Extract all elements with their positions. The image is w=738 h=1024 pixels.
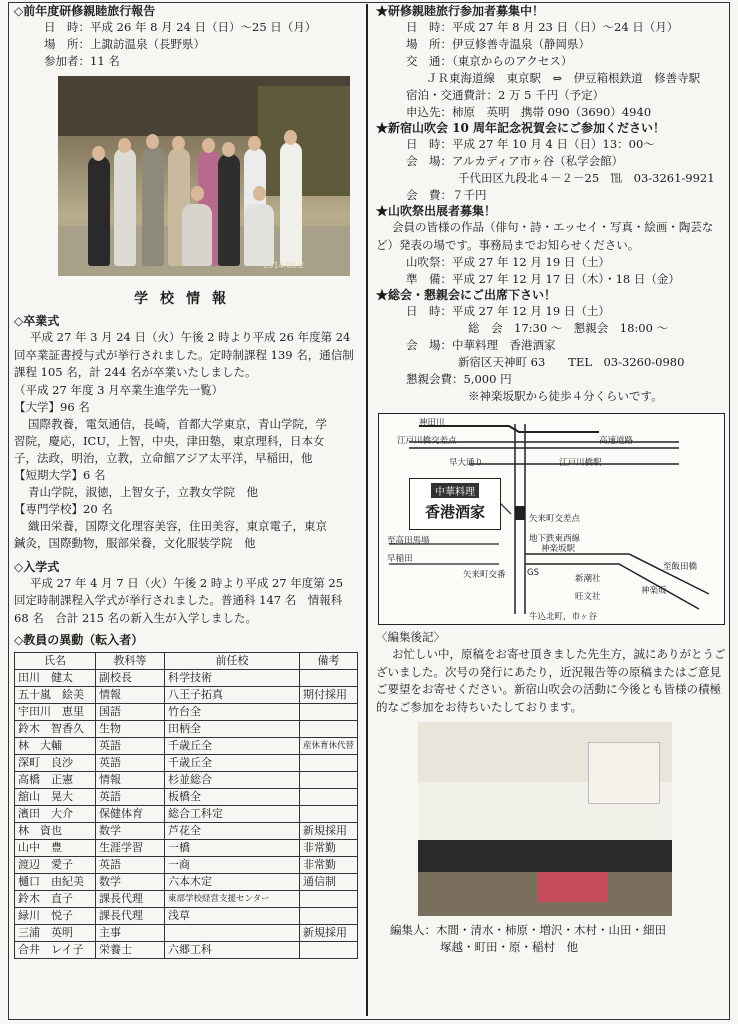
trip-recruit-heading: ★研修親睦旅行参加者募集中！ xyxy=(376,4,545,18)
previous-school-cell: 芦花全 xyxy=(164,823,299,840)
map-label: 旺文社 xyxy=(575,592,601,602)
festival-text: 会員の皆様の作品（俳句・詩・エッセイ・写真・絵画・陶芸など）発表の場です。事務局までお知らせください。 xyxy=(376,220,714,252)
staff-name-cell: 山中 豊 xyxy=(15,840,96,857)
editors-line: 塚越・町田・原・稲村 他 xyxy=(440,940,578,954)
staff-name-cell: 合井 レイ子 xyxy=(15,942,96,959)
map-label: 神楽坂 xyxy=(641,586,667,596)
staff-name-cell: 林 大輔 xyxy=(15,738,96,755)
subject-cell: 副校長 xyxy=(95,670,164,687)
anniversary-venue: 会 場：アルカディア市ヶ谷（私学会館） xyxy=(406,154,624,168)
previous-school-cell: 科学技術 xyxy=(164,670,299,687)
staff-name-cell: 三浦 英明 xyxy=(15,925,96,942)
staff-name-cell: 樋口 由紀美 xyxy=(15,874,96,891)
staff-heading: ◇教員の異動（転入者） xyxy=(14,633,144,647)
previous-school-cell: 田柄全 xyxy=(164,721,299,738)
festival-heading: ★山吹祭出展者募集！ xyxy=(376,204,497,218)
trip-recruit-date: 日 時：平成 27 年 8 月 23 日（日）～24 日（月） xyxy=(406,20,679,34)
general-meeting-address: 新宿区天神町 63 TEL 03-3260-0980 xyxy=(458,355,685,369)
restaurant-name: 香港酒家 xyxy=(424,503,485,521)
entrance-text: 平成 27 年 4 月 7 日（火）午後 2 時より平成 27 年度第 25 回定時制課程入学式が挙行されました。普通科 147 名 情報科 68 名 合計 215 名の新入生が入学しました。 xyxy=(14,575,344,625)
map-label: 新潮社 xyxy=(575,574,601,584)
staff-name-cell: 緑川 悦子 xyxy=(15,908,96,925)
graduation-text: 平成 27 年 3 月 24 日（火）午後 2 時より平成 26 年度第 24 回卒業証書授与式が挙行されました。定時制課程 139 名，通信制課程 105 名，計 244 名が卒業いたしました。 xyxy=(14,330,354,379)
remarks-cell: 非常勤 xyxy=(299,857,357,874)
previous-school-cell: 総合工科定 xyxy=(164,806,299,823)
previous-school-cell: 六本木定 xyxy=(164,874,299,891)
vocational-line: 織田栄養，国際文化理容美容，住田美容，東京電子，東京 xyxy=(28,518,327,533)
map-label: 神田川 xyxy=(419,418,445,428)
column-header: 教科等 xyxy=(95,653,164,670)
general-meeting-fee: 懇親会費：5,000 円 xyxy=(406,372,512,386)
subject-cell: 課長代理 xyxy=(95,891,164,908)
staff-name-cell: 五十嵐 絵美 xyxy=(15,687,96,704)
subject-cell: 課長代理 xyxy=(95,908,164,925)
subject-cell: 主事 xyxy=(95,925,164,942)
previous-school-cell: 東部学校経営支援センター xyxy=(164,891,299,908)
university-line: 子，法政，明治，立教，立命館アジア太平洋，早稲田，他 xyxy=(14,450,313,465)
subject-cell: 英語 xyxy=(95,789,164,806)
previous-school-cell: 板橋全 xyxy=(164,789,299,806)
map-label: 至飯田橋 xyxy=(663,562,698,572)
photo-date-stamp: 2014.08.2 xyxy=(263,261,304,270)
staff-name-cell: 高橋 正憲 xyxy=(15,772,96,789)
trip-report-place: 場 所：上諏訪温泉（長野県） xyxy=(44,37,205,51)
university-heading: 【大学】96 名 xyxy=(14,399,90,414)
map-label: 江戸川橋交差点 xyxy=(397,436,457,446)
previous-school-cell: 千歳丘全 xyxy=(164,755,299,772)
trip-recruit-place: 場 所：伊豆修善寺温泉（静岡県） xyxy=(406,37,590,51)
remarks-cell: 産休育休代替 xyxy=(299,738,357,755)
vocational-line: 鍼灸，国際動物，服部栄養，文化服装学院 他 xyxy=(14,535,256,550)
university-line: 国際教養，電気通信，長崎，首都大学東京，青山学院，学 xyxy=(28,416,327,431)
subject-cell: 栄養士 xyxy=(95,942,164,959)
destinations-title: （平成 27 年度 3 月卒業生進学先一覧） xyxy=(14,382,224,397)
remarks-cell: 非常勤 xyxy=(299,840,357,857)
subject-cell: 国語 xyxy=(95,704,164,721)
school-info-title: 学校情報 xyxy=(134,291,238,307)
editors-line: 編集人：木間・清水・柿原・増沢・木村・山田・細田 xyxy=(390,923,666,937)
entrance-heading: ◇入学式 xyxy=(14,559,60,574)
previous-school-cell: 一商 xyxy=(164,857,299,874)
subject-cell: 数学 xyxy=(95,823,164,840)
general-meeting-heading: ★総会・懇親会にご出席下さい！ xyxy=(376,288,557,302)
column-header: 氏名 xyxy=(15,653,96,670)
walk-note: ※神楽坂駅から徒歩４分くらいです。 xyxy=(468,389,663,403)
general-meeting-venue: 会 場：中華料理 香港酒家 xyxy=(406,338,556,352)
staff-name-cell: 深町 良沙 xyxy=(15,755,96,772)
previous-school-cell: 八王子拓真 xyxy=(164,687,299,704)
restaurant-type: 中華料理 xyxy=(431,483,479,498)
staff-name-cell: 宇田川 恵里 xyxy=(15,704,96,721)
trip-recruit-access: 交 通：（東京からのアクセス） xyxy=(406,54,573,68)
column-header: 備考 xyxy=(299,653,357,670)
staff-name-cell: 鈴木 直子 xyxy=(15,891,96,908)
general-meeting-time: 総 会 17:30 ～ 懇親会 18:00 ～ xyxy=(468,321,669,335)
page-border xyxy=(8,2,730,1020)
staff-name-cell: 舘山 晃大 xyxy=(15,789,96,806)
subject-cell: 情報 xyxy=(95,772,164,789)
map-label: 牛込北町，市ヶ谷 xyxy=(529,612,598,622)
map-label: 至高田馬場 xyxy=(387,536,430,546)
anniversary-fee: 会 費：７千円 xyxy=(406,188,487,202)
map-label: 矢来町交番 xyxy=(463,570,506,580)
map-label: 地下鉄東西線 xyxy=(529,534,581,544)
remarks-cell: 新規採用 xyxy=(299,925,357,942)
previous-school-cell: 浅草 xyxy=(164,908,299,925)
remarks-cell: 通信制 xyxy=(299,874,357,891)
previous-school-cell: 杉並総合 xyxy=(164,772,299,789)
subject-cell: 生涯学習 xyxy=(95,840,164,857)
vocational-heading: 【専門学校】20 名 xyxy=(14,501,113,516)
trip-recruit-route: ＪＲ東海道線 東京駅 ⇔ 伊豆箱根鉄道 修善寺駅 xyxy=(426,71,701,85)
university-line: 習院，慶応，ICU，上智，中央，津田塾，東京理科，日本女 xyxy=(14,433,325,448)
map-label: 矢来町交差点 xyxy=(529,514,581,524)
map-label: 神楽坂駅 xyxy=(541,544,576,554)
subject-cell: 英語 xyxy=(95,755,164,772)
graduation-heading: ◇卒業式 xyxy=(14,314,60,328)
previous-school-cell: 一橋 xyxy=(164,840,299,857)
staff-name-cell: 田川 健太 xyxy=(15,670,96,687)
subject-cell: 英語 xyxy=(95,738,164,755)
trip-report-heading: ◇前年度研修親睦旅行報告 xyxy=(14,4,156,18)
junior-college-heading: 【短期大学】6 名 xyxy=(14,467,106,482)
map-label: 江戸川橋駅 xyxy=(559,458,602,468)
trip-recruit-cost: 宿泊・交通費計：2 万 5 千円（予定） xyxy=(406,88,605,102)
previous-school-cell: 六郷工科 xyxy=(164,942,299,959)
anniversary-heading: ★新宿山吹会 10 周年記念祝賀会にご参加ください！ xyxy=(376,121,666,135)
subject-cell: 生物 xyxy=(95,721,164,738)
column-header: 前任校 xyxy=(164,653,299,670)
subject-cell: 英語 xyxy=(95,857,164,874)
anniversary-date: 日 時：平成 27 年 10 月 4 日（日）13：00～ xyxy=(406,137,655,151)
remarks-cell: 新規採用 xyxy=(299,823,357,840)
map-label: 高速道路 xyxy=(599,436,634,446)
junior-college-line: 青山学院，淑徳，上智女子，立教女学院 他 xyxy=(28,484,258,499)
remarks-cell: 期付採用 xyxy=(299,687,357,704)
postscript-heading: 〈編集後記〉 xyxy=(376,630,445,644)
subject-cell: 情報 xyxy=(95,687,164,704)
staff-name-cell: 濱田 大介 xyxy=(15,806,96,823)
map-label: 早稲田 xyxy=(387,554,413,564)
previous-school-cell: 千歳丘全 xyxy=(164,738,299,755)
festival-prep-date: 準 備：平成 27 年 12 月 17 日（木）・18 日（金） xyxy=(406,272,680,286)
staff-name-cell: 林 資也 xyxy=(15,823,96,840)
anniversary-address: 千代田区九段北４－２－25 ℡ 03-3261-9921 xyxy=(458,171,715,185)
previous-school-cell: 竹台全 xyxy=(164,704,299,721)
map-label: 早大通り xyxy=(449,458,484,468)
trip-report-participants: 参加者：11 名 xyxy=(44,54,120,68)
subject-cell: 数学 xyxy=(95,874,164,891)
trip-recruit-contact: 申込先：柿原 英明 携帯 090（3690）4940 xyxy=(406,105,652,119)
postscript-text: お忙しい中，原稿をお寄せ頂きました先生方，誠にありがとうございました。次号の発行にあたり，近況報告等の原稿またはご意見ご要望をお寄せください。新宿山吹会の活動に今後とも皆様の積極的なご参加をお待ちいたしております。 xyxy=(376,647,726,714)
trip-report-date: 日 時：平成 26 年 8 月 24 日（日）～25 日（月） xyxy=(44,20,317,34)
festival-date: 山吹祭：平成 27 年 12 月 19 日（土） xyxy=(406,255,610,269)
staff-name-cell: 渡辺 愛子 xyxy=(15,857,96,874)
subject-cell: 保健体育 xyxy=(95,806,164,823)
general-meeting-date: 日 時：平成 27 年 12 月 19 日（土） xyxy=(406,304,610,318)
staff-name-cell: 鈴木 智香久 xyxy=(15,721,96,738)
map-label: GS xyxy=(527,568,539,578)
